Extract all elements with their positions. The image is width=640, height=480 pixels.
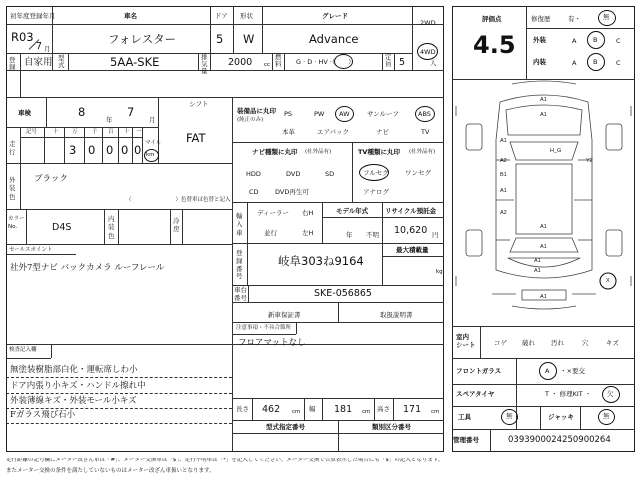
km-label: km bbox=[146, 152, 155, 158]
seat-scratch: キズ bbox=[606, 339, 619, 347]
mileage-digit: 0 bbox=[106, 143, 114, 157]
unit-hundred: 百 bbox=[108, 129, 114, 135]
tools-label: 工具 bbox=[458, 413, 471, 421]
displacement: 2000 bbox=[228, 57, 253, 68]
equip-leather: 本革 bbox=[282, 128, 295, 136]
first-reg-month: 7 bbox=[36, 41, 43, 52]
dmg-label: A1 bbox=[540, 112, 547, 118]
capacity-unit: 人 bbox=[430, 59, 437, 67]
inspector-line-1: 無塗装樹脂部白化・運転席しわ小 bbox=[10, 365, 138, 375]
dmg-label: H_G bbox=[550, 148, 562, 154]
height-value: 171 bbox=[403, 404, 422, 415]
nav-sd: SD bbox=[325, 170, 335, 178]
inspector-line-4: Fガラス飛び石小 bbox=[10, 410, 76, 420]
nav-title: ナビ種類に丸印 bbox=[252, 148, 298, 156]
equipment-title: 装備品に丸印 bbox=[237, 107, 276, 115]
reg-number: 岐阜303ね9164 bbox=[278, 254, 364, 268]
mileage-symbol-header: 記号 bbox=[26, 129, 38, 135]
dmg-label: A1 bbox=[540, 294, 547, 300]
seat-dirt: 汚れ bbox=[551, 339, 564, 347]
unit-ten: 十 bbox=[124, 129, 130, 135]
inspection-month-unit: 月 bbox=[149, 116, 156, 124]
mileage-digit: 0 bbox=[88, 143, 96, 157]
repair-label: 修復歴 bbox=[531, 15, 551, 23]
equip-navi: ナビ bbox=[376, 128, 389, 136]
dmg-label: X bbox=[606, 278, 610, 284]
car-name: フォレスター bbox=[108, 32, 177, 46]
unit-thousand: 千 bbox=[92, 129, 98, 135]
footer-line-2: またメーター交換の条件を満たしていないものはメーター改ざん車扱いとなります。 bbox=[6, 468, 215, 474]
score-label: 評価点 bbox=[482, 15, 502, 23]
length-label: 長さ bbox=[236, 405, 249, 413]
user-manual: 取扱説明書 bbox=[380, 311, 413, 319]
cooling-label: 冷 房 bbox=[173, 217, 180, 234]
equip-aw: AW bbox=[339, 110, 350, 118]
sales-point-label: セールスポイント bbox=[9, 247, 53, 253]
model-year-unit: 年 bbox=[346, 231, 353, 239]
type-designation-label: 型式指定番号 bbox=[266, 423, 305, 431]
dmg-label: A1 bbox=[500, 138, 507, 144]
notes-text: フロアマットなし bbox=[238, 338, 306, 348]
mile-label: マイル bbox=[145, 140, 162, 146]
ext-grade: B bbox=[593, 36, 598, 44]
inspection-month: 7 bbox=[127, 105, 135, 119]
chassis-label: 車台 番号 bbox=[234, 286, 247, 302]
capacity-label: 定員 bbox=[385, 53, 392, 68]
tv-oneseg: ワンセグ bbox=[405, 169, 431, 177]
color-no-label: カラー No. bbox=[8, 216, 25, 231]
dmg-label: A1 bbox=[540, 244, 547, 250]
tools-value: 無 bbox=[506, 412, 513, 420]
mileage-digit: 0 bbox=[121, 143, 129, 157]
shape: W bbox=[243, 32, 255, 46]
spare-label: スペアタイヤ bbox=[456, 390, 495, 398]
dmg-label: A2 bbox=[500, 210, 507, 216]
recycle-yen: 円 bbox=[432, 231, 439, 239]
int-a: A bbox=[572, 59, 577, 67]
chassis-number: SKE-056865 bbox=[314, 288, 372, 299]
import-parallel: 並行 bbox=[264, 229, 277, 237]
dmg-label: Y2 bbox=[586, 158, 593, 164]
inspection-year: 8 bbox=[78, 105, 86, 119]
nav-hdd: HDD bbox=[246, 170, 261, 178]
dmg-label: A1 bbox=[534, 268, 541, 274]
fuel-label: 燃料 bbox=[275, 53, 282, 68]
recycle-label: リサイクル預託金 bbox=[385, 207, 437, 215]
exterior-color: ブラック bbox=[34, 174, 68, 184]
interior-sheet-label: 室内 シート bbox=[456, 333, 476, 350]
mileage-digit: 0 bbox=[134, 143, 142, 157]
model-label: 型式 bbox=[58, 54, 65, 69]
seat-tear: 破れ bbox=[522, 339, 535, 347]
shape-label: 形状 bbox=[240, 12, 253, 20]
nav-cd: CD bbox=[249, 188, 259, 196]
first-reg-month-unit: 月 bbox=[44, 45, 51, 53]
dmg-label: A1 bbox=[500, 188, 507, 194]
spare-options: T ・ 修理KIT ・ bbox=[545, 390, 592, 398]
seat-hole: 穴 bbox=[582, 339, 589, 347]
inspection-label: 車検 bbox=[18, 109, 31, 117]
unit-one: 一 bbox=[136, 129, 142, 135]
first-reg-era: R03 bbox=[11, 30, 34, 44]
jack-value: 無 bbox=[603, 412, 610, 420]
cc-unit: cc bbox=[264, 62, 271, 68]
spare-selected: 欠 bbox=[607, 390, 614, 398]
max-load-label: 最大積載量 bbox=[396, 246, 429, 254]
private-use: 自家用 bbox=[24, 57, 53, 68]
reg-type-label: 登 録 bbox=[9, 56, 16, 71]
tv-analog: アナログ bbox=[363, 188, 389, 196]
height-label: 高さ bbox=[377, 405, 390, 413]
max-load-kg: kg bbox=[436, 269, 443, 275]
width-value: 181 bbox=[334, 404, 353, 415]
model-year-label: モデル年式 bbox=[336, 207, 369, 215]
mgmt-number: 0393900024250900264 bbox=[508, 435, 611, 445]
capacity: 5 bbox=[399, 57, 406, 68]
dmg-label: A1 bbox=[534, 258, 541, 264]
windshield-rest: ・×要交 bbox=[560, 367, 585, 375]
model-year-unknown: 不明 bbox=[366, 231, 379, 239]
doors-label: ドア bbox=[215, 12, 228, 20]
ext-c: C bbox=[616, 37, 621, 45]
equip-airbag: エアバック bbox=[317, 128, 349, 136]
length-value: 462 bbox=[262, 404, 281, 415]
drive-4wd: 4WD bbox=[420, 48, 436, 56]
height-unit: cm bbox=[431, 409, 440, 415]
mileage-label: 走 行 bbox=[9, 140, 16, 157]
repair-options: 有・ bbox=[568, 15, 581, 23]
model: 5AA-SKE bbox=[110, 55, 160, 69]
grade-label: グレード bbox=[322, 12, 348, 20]
equip-sunroof: サンルーフ bbox=[367, 110, 399, 118]
mileage-digit: 3 bbox=[69, 143, 77, 157]
tv-sub: (社外品有) bbox=[409, 149, 436, 155]
notes-label: 注意事項・不具合箇所 bbox=[236, 325, 292, 331]
score-value: 4.5 bbox=[473, 31, 516, 59]
color-note: （ ）色替車は色替と記入 bbox=[126, 197, 231, 203]
interior-color-label: 内 装 色 bbox=[108, 215, 115, 240]
first-reg-label: 初年度登録年月 bbox=[10, 12, 56, 20]
shift: FAT bbox=[186, 131, 206, 145]
new-warranty: 新車保証書 bbox=[268, 311, 301, 319]
windshield-selected: A bbox=[545, 367, 550, 375]
car-diagram bbox=[452, 80, 635, 325]
equip-tv: TV bbox=[421, 128, 430, 136]
unit-ten-thousand: 万 bbox=[72, 129, 78, 135]
tv-title: TV種類に丸印 bbox=[358, 148, 400, 156]
import-right: 右H bbox=[302, 209, 314, 217]
sales-point-text: 社外7型ナビ バックカメラ ルーフレール bbox=[10, 263, 165, 273]
repair-selected: 無 bbox=[603, 13, 610, 21]
inspector-line-2: ドア内張り小キズ・ハンドル擦れ中 bbox=[10, 381, 146, 391]
recycle-value: 10,620 bbox=[394, 225, 428, 236]
footer-line-1: 走行距離の記号欄にメーター改ざん車は「#」、メーター交換車は「$」、走行不明車は「*」を記入してください。メーター交換で合算表示した場合にも「$」の記入となります。 bbox=[6, 458, 444, 463]
inspector-line-3: 外装薄線キズ・外装モール小キズ bbox=[10, 396, 137, 406]
int-c: C bbox=[616, 59, 621, 67]
dmg-label: A1 bbox=[540, 224, 547, 230]
jack-label: ジャッキ bbox=[548, 413, 574, 421]
nav-dvd-play: DVD再生可 bbox=[275, 188, 309, 196]
fuel-options: G · D · HV ·（ ） bbox=[296, 58, 355, 66]
width-unit: cm bbox=[362, 409, 371, 415]
ext-a: A bbox=[572, 37, 577, 45]
equip-ps: PS bbox=[284, 110, 293, 118]
color-no: D4S bbox=[52, 222, 72, 233]
equipment-subtitle: (純正のみ) bbox=[237, 117, 264, 123]
seat-burn: コゲ bbox=[494, 339, 507, 347]
fuel-selected-circle bbox=[334, 54, 353, 69]
car-name-label: 車名 bbox=[124, 12, 137, 20]
nav-dvd: DVD bbox=[286, 170, 301, 178]
import-dealer: ディーラー bbox=[257, 209, 289, 217]
nav-sub: (社外品有) bbox=[305, 149, 332, 155]
displacement-label: 排気量 bbox=[201, 53, 208, 75]
equip-abs: ABS bbox=[418, 110, 431, 118]
color-label: 外 装 色 bbox=[9, 176, 16, 201]
unit-ten-thousands-hi: 十 bbox=[53, 129, 59, 135]
reg-number-label: 登 録 番 号 bbox=[236, 249, 243, 281]
equip-pw: PW bbox=[314, 110, 325, 118]
ext-label: 外装 bbox=[533, 36, 546, 44]
mgmt-label: 管理番号 bbox=[453, 436, 479, 444]
shift-label: シフト bbox=[189, 100, 209, 108]
drive-2wd: 2WD bbox=[420, 19, 436, 27]
int-label: 内装 bbox=[533, 58, 546, 66]
category-number-label: 類別区分番号 bbox=[372, 423, 411, 431]
length-unit: cm bbox=[292, 409, 301, 415]
windshield-label: フロントガラス bbox=[456, 367, 502, 375]
import-left: 左H bbox=[302, 229, 314, 237]
doors: 5 bbox=[216, 32, 224, 46]
tv-fullseg: フルセグ bbox=[363, 169, 389, 177]
import-label: 輸 入 車 bbox=[236, 212, 243, 237]
inspector-label: 検査記入欄 bbox=[9, 347, 37, 353]
width-label: 幅 bbox=[309, 405, 316, 413]
dmg-label: A2 bbox=[500, 158, 507, 164]
grade: Advance bbox=[309, 32, 359, 46]
dmg-label: A1 bbox=[540, 97, 547, 103]
int-grade: B bbox=[593, 58, 598, 66]
inspection-year-unit: 年 bbox=[106, 116, 113, 124]
dmg-label: B1 bbox=[500, 172, 507, 178]
